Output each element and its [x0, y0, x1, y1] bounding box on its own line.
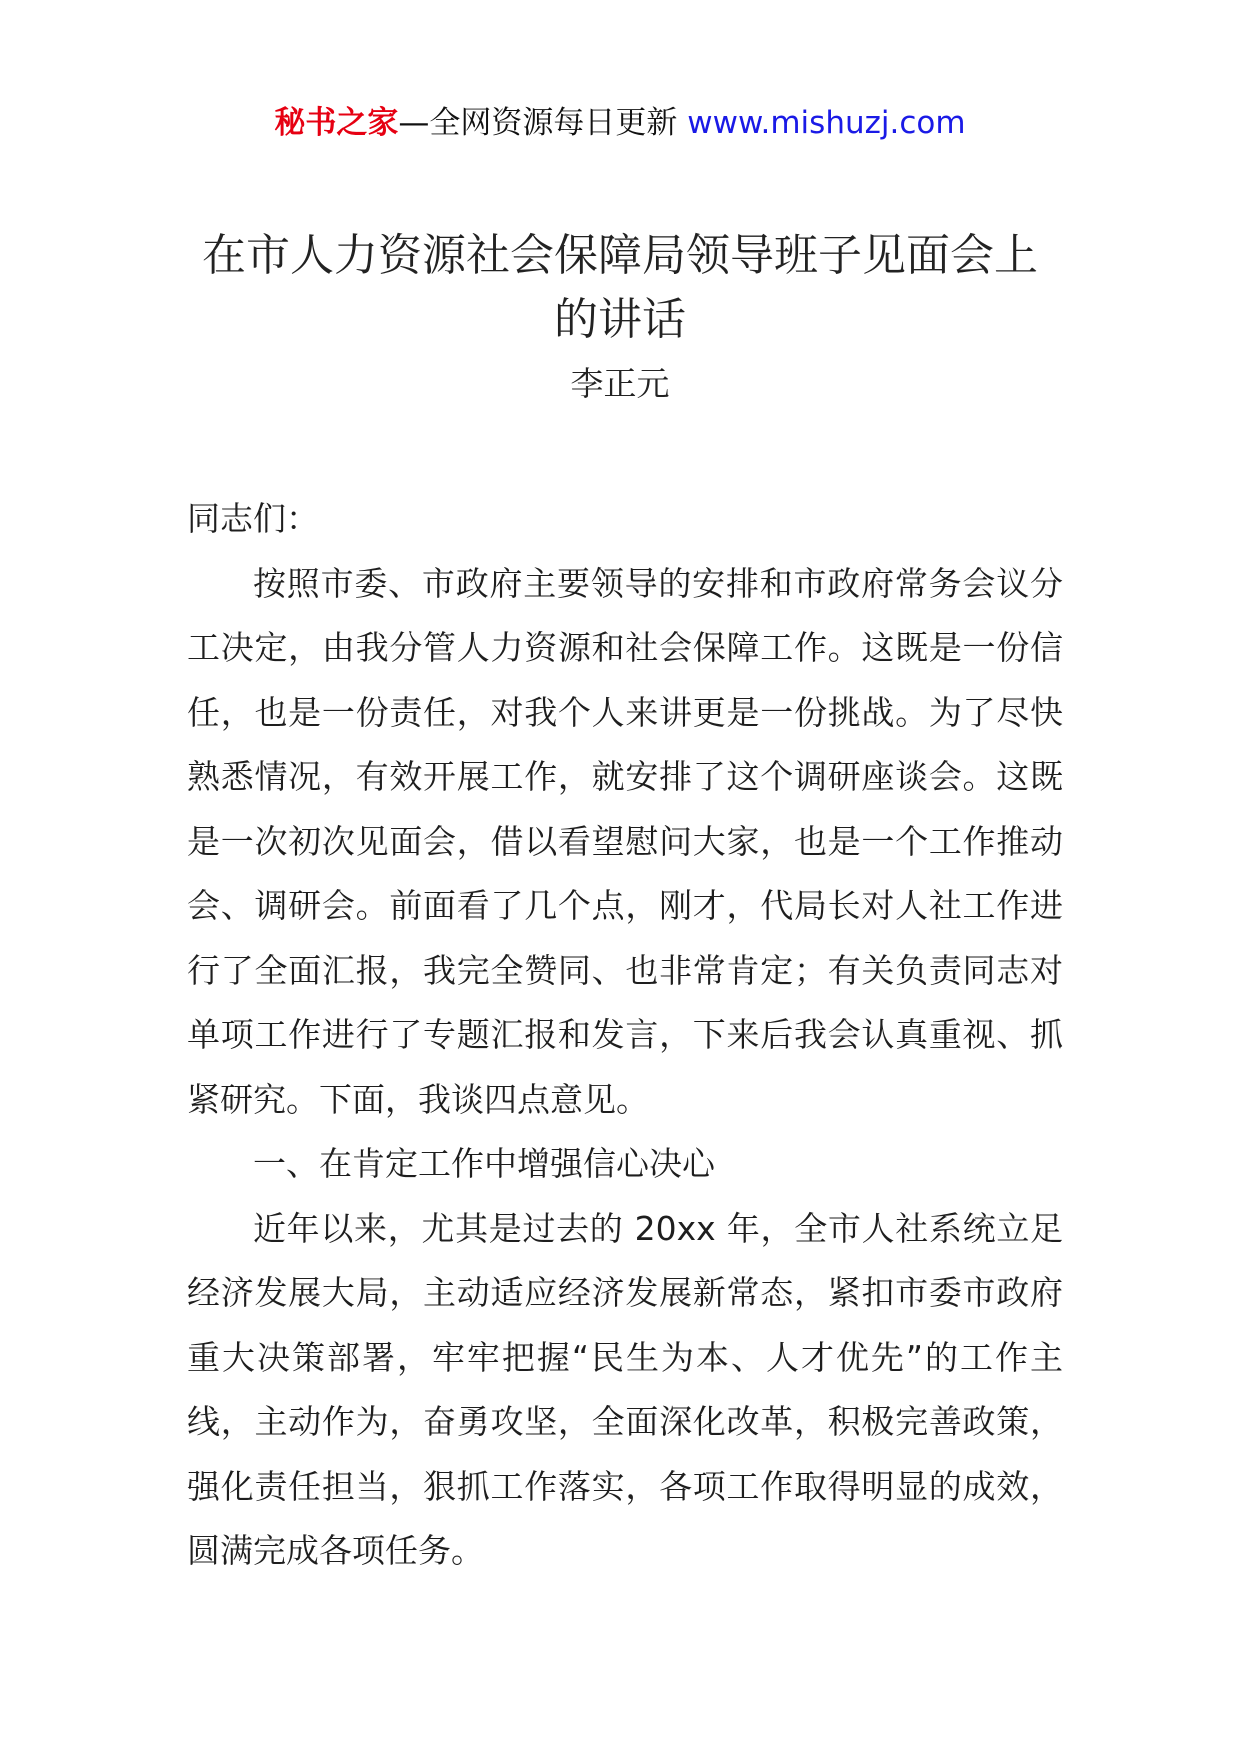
paragraph-intro: 按照市委、市政府主要领导的安排和市政府常务会议分工决定，由我分管人力资源和社会保障工作。这既是一份信任，也是一份责任，对我个人来讲更是一份挑战。为了尽快熟悉情况，有效开展工作，就安排了这个调研座谈会。这既是一次初次见面会，借以看望慰问大家，也是一个工作推动会、调研会。前面看了几个点，刚才，代局长对人社工作进行了全面汇报，我完全赞同、也非常肯定；有关负责同志对单项工作进行了专题汇报和发言，下来后我会认真重视、抓紧研究。下面，我谈四点意见。	[187, 563, 1063, 1119]
paragraph-section-1: 近年以来，尤其是过去的 20xx 年，全市人社系统立足经济发展大局，主动适应经济发展新常态，紧扣市委市政府重大决策部署，牢牢把握“民生为本、人才优先”的工作主线，主动作为，奋勇攻坚，全面深化改革，积极完善政策，强化责任担当，狠抓工作落实，各项工作取得明显的成效，圆满完成各项任务。	[187, 1208, 1063, 1570]
section-heading-1: 一、在肯定工作中增强信心决心	[253, 1144, 715, 1183]
site-header	[0, 98, 1240, 148]
salutation: 同志们：	[187, 499, 319, 538]
document-body	[187, 487, 1063, 1584]
header-tagline: —全网资源每日更新	[398, 105, 678, 141]
brand-name: 秘书之家	[274, 105, 399, 141]
document-author: 李正元	[570, 364, 670, 403]
document-title: 在市人力资源社会保障局领导班子见面会上的讲话	[202, 230, 1038, 345]
site-url-link[interactable]: www.mishuzj.com	[687, 105, 966, 141]
